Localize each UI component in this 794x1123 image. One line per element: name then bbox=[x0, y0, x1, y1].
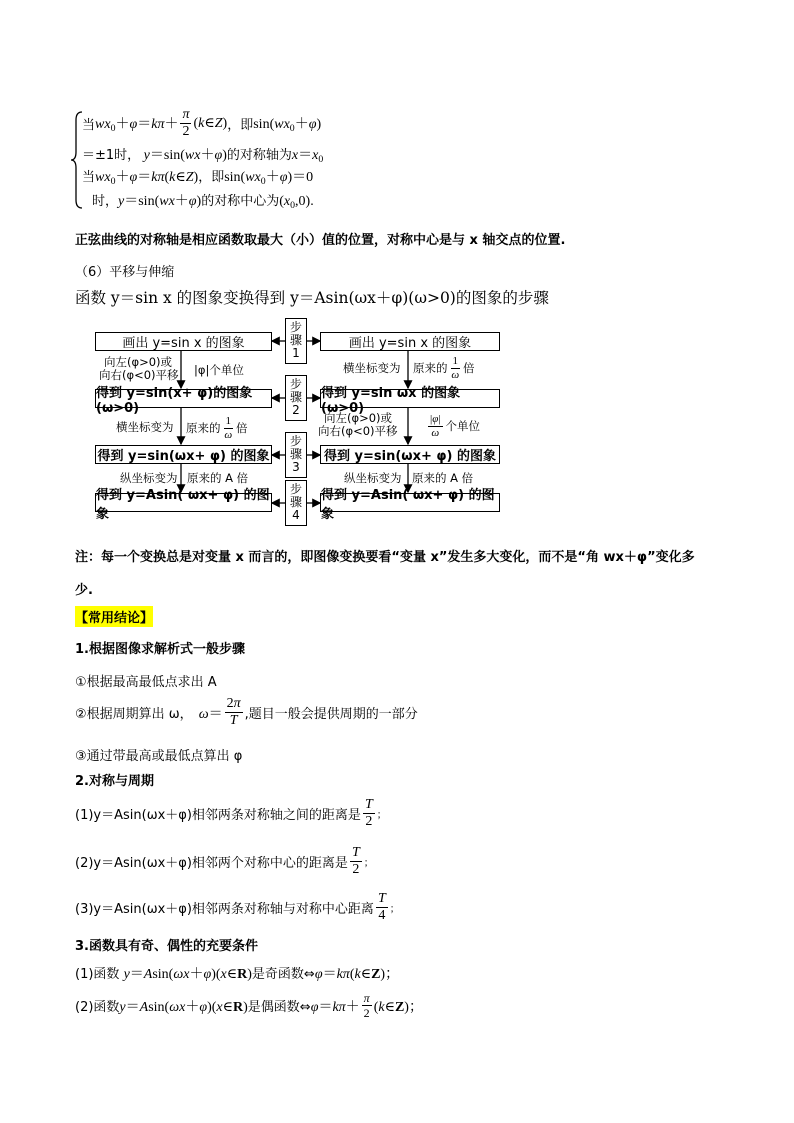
step-3: 步骤3 bbox=[285, 432, 307, 478]
left-label-1b: 向右(φ<0)平移 bbox=[99, 368, 179, 382]
right-box-4: 得到 y=Asin( ωx+ φ) 的图象 bbox=[320, 493, 500, 512]
right-label-2c: $\frac{|\varphi|}{\omega}$ 个单位 bbox=[430, 413, 480, 439]
symmetry-note: 正弦曲线的对称轴是相应函数取最大（小）值的位置，对称中心是与 x 轴交点的位置. bbox=[75, 233, 566, 248]
left-label-2a: 横坐标变为 bbox=[116, 420, 174, 434]
common-title: 【常用结论】 bbox=[75, 606, 153, 627]
period-2: (2)y＝Asin(ωx＋φ)相邻两个对称中心的距离是 $\frac{T}{2}$ ； bbox=[75, 845, 374, 877]
left-label-1a: 向左(φ>0)或 bbox=[104, 355, 173, 369]
right-box-1: 画出 y=sin x 的图象 bbox=[320, 332, 500, 351]
note-line-1: 注：每一个变换总是对变量 x 而言的，即图像变换要看“变量 x”发生多大变化，而不是“角 wx＋φ”变化多 bbox=[75, 550, 695, 565]
right-box-3: 得到 y=sin(ωx+ φ) 的图象 bbox=[320, 445, 500, 464]
conclusion-2: ②根据周期算出 ω， ω＝ $\frac{2\pi}{T}$ ,题目一般会提供周期的一部分 bbox=[75, 696, 418, 728]
left-label-1c: |φ|个单位 bbox=[194, 363, 244, 377]
right-label-3a: 纵坐标变为 bbox=[344, 471, 402, 485]
heading-3: 3.函数具有奇、偶性的充要条件 bbox=[75, 939, 258, 954]
right-label-1b: 原来的 $\frac{1}{\omega}$ 倍 bbox=[413, 355, 475, 381]
case-line-1: 当 $wx_0+\varphi=k\pi+$ $\frac{\pi}{2}$ (k∈Z) ，即 $\sin(wx_0+\varphi)$ bbox=[82, 106, 322, 139]
left-label-2b: 原来的 $\frac{1}{\omega}$ 倍 bbox=[186, 415, 248, 441]
left-box-3: 得到 y=sin(ωx+ φ) 的图象 bbox=[95, 445, 272, 464]
left-box-1: 画出 y=sin x 的图象 bbox=[95, 332, 272, 351]
step-2: 步骤2 bbox=[285, 375, 307, 421]
case-line-2: ＝±1时， y＝sin(wx＋φ)的对称轴为$x=x_0$ bbox=[82, 148, 324, 165]
transform-intro: 函数 y＝sin x 的图象变换得到 y＝Asin(ωx＋φ)(ω>0)的图象的步骤 bbox=[75, 289, 549, 307]
case-line-4: 时，y＝sin(wx＋φ)的对称中心为$(x_0,0)$. bbox=[92, 194, 314, 211]
left-label-3b: 原来的 A 倍 bbox=[187, 471, 249, 485]
right-box-2: 得到 y=sin ωx 的图象(ω>0) bbox=[320, 389, 500, 408]
heading-2: 2.对称与周期 bbox=[75, 774, 154, 789]
period-3: (3)y＝Asin(ωx＋φ)相邻两条对称轴与对称中心距离 $\frac{T}{4}$ ； bbox=[75, 891, 400, 923]
step-4: 步骤4 bbox=[285, 480, 307, 526]
note-line-2: 少. bbox=[75, 583, 93, 598]
right-label-2a: 向左(φ>0)或 bbox=[324, 411, 393, 425]
right-label-3b: 原来的 A 倍 bbox=[412, 471, 474, 485]
period-1: (1)y＝Asin(ωx＋φ)相邻两条对称轴之间的距离是 $\frac{T}{2}$ ； bbox=[75, 797, 387, 829]
parity-2: (2)函数 y＝Asin(ωx＋φ)(x∈R) 是偶函数⇔ φ＝kπ＋ $\frac{\pi}{2}$ (k∈Z)； bbox=[75, 991, 423, 1020]
left-box-4: 得到 y=Asin( ωx+ φ) 的图象 bbox=[95, 493, 272, 512]
step-1: 步骤1 bbox=[285, 318, 307, 364]
case-line-3: 当$wx_0+\varphi=k\pi(k\in Z)$，即$\sin(wx_0+\varphi)=0$ bbox=[82, 170, 314, 187]
section-6-title: （6）平移与伸缩 bbox=[75, 265, 175, 280]
left-box-2: 得到 y=sin(x+ φ)的图象(ω>0) bbox=[95, 389, 272, 408]
right-label-1a: 横坐标变为 bbox=[343, 361, 401, 375]
heading-1: 1.根据图像求解析式一般步骤 bbox=[75, 642, 245, 657]
left-label-3a: 纵坐标变为 bbox=[120, 471, 178, 485]
conclusion-3: ③通过带最高或最低点算出 φ bbox=[75, 749, 243, 764]
conclusion-1: ①根据最高最低点求出 A bbox=[75, 675, 217, 690]
parity-1: (1)函数 y＝Asin(ωx＋φ)(x∈R)是奇函数⇔φ＝kπ(k∈Z)； bbox=[75, 967, 400, 982]
right-label-2b: 向右(φ<0)平移 bbox=[318, 424, 398, 438]
